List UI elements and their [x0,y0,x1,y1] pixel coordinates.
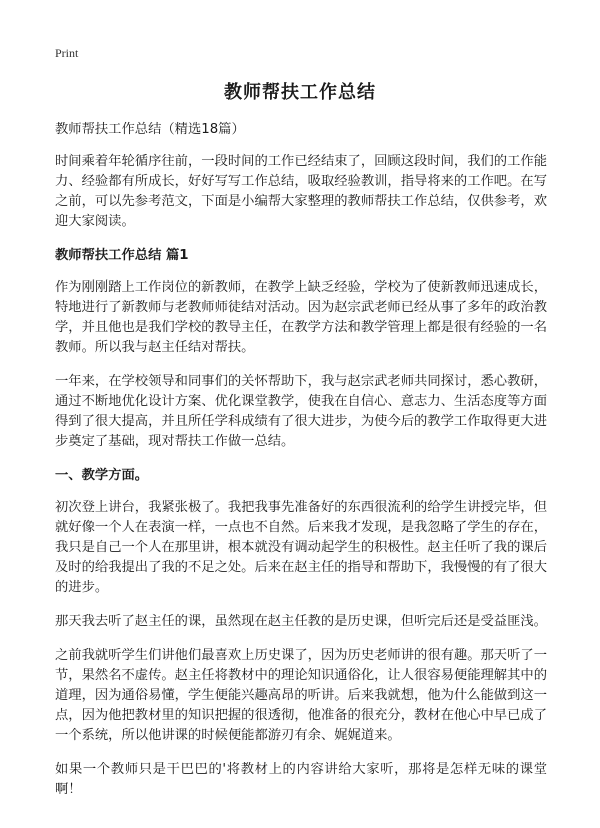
document-title: 教师帮扶工作总结 [224,82,376,103]
subsection-heading: 一、教学方面。 [55,468,149,483]
intro-paragraph: 时间乘着年轮循序往前，一段时间的工作已经结束了，回顾这段时间，我们的工作能力、经验都有所成长，好好写写工作总结，吸取经验教训，指导将来的工作吧。在写之前，可以先参考范文，下面是小编帮大家整理的教师帮扶工作总结，仅供参考，欢迎大家阅读。 [55,154,547,229]
print-label: Print [55,46,79,60]
body-paragraph: 初次登上讲台，我紧张极了。我把我事先准备好的东西很流利的给学生讲授完毕，但就好像一个人在表演一样，一点也不自然。后来我才发现，是我忽略了学生的存在，我只是自己一个人在那里讲，根本就没有调动起学生的积极性。赵主任听了我的课后及时的给我提出了我的不足之处。后来在赵主任的指导和帮助下，我慢慢的有了很大的进步。 [55,500,547,595]
document-subtitle: 教师帮扶工作总结（精选18篇） [55,122,245,137]
body-paragraph: 如果一个教师只是干巴巴的'将教材上的内容讲给大家听，那将是怎样无味的课堂啊！ [55,762,547,797]
section-heading: 教师帮扶工作总结 篇1 [55,248,189,263]
document-body [55,120,547,814]
body-paragraph: 一年来，在学校领导和同事们的关怀帮助下，我与赵宗武老师共同探讨，悉心教研，通过不断地优化设计方案、优化课堂教学，使我在自信心、意志力、生活态度等方面得到了很大提高，并且所任学科成绩有了很大进步，为使今后的教学工作取得更大进步奠定了基础，现对帮扶工作做一总结。 [55,374,547,449]
body-paragraph: 之前我就听学生们讲他们最喜欢上历史课了，因为历史老师讲的很有趣。那天听了一节，果然名不虚传。赵主任将教材中的理论知识通俗化，让人很容易便能理解其中的道理，因为通俗易懂，学生便能兴趣高昂的听讲。后来我就想，他为什么能做到这一点，因为他把教材里的知识把握的很透彻，他准备的很充分，教材在他心中早已成了一个系统，所以他讲课的时候便能都游刃有余、娓娓道来。 [55,648,547,743]
body-paragraph: 那天我去听了赵主任的课，虽然现在赵主任教的是历史课，但听完后还是受益匪浅。 [55,614,547,629]
body-paragraph: 作为刚刚踏上工作岗位的新教师，在教学上缺乏经验，学校为了使新教师迅速成长，特地进行了新教师与老教师师徒结对活动。因为赵宗武老师已经从事了多年的政治教学，并且他也是我们学校的教导主任，在教学方法和教学管理上都是很有经验的一名教师。所以我与赵主任结对帮扶。 [55,280,547,355]
